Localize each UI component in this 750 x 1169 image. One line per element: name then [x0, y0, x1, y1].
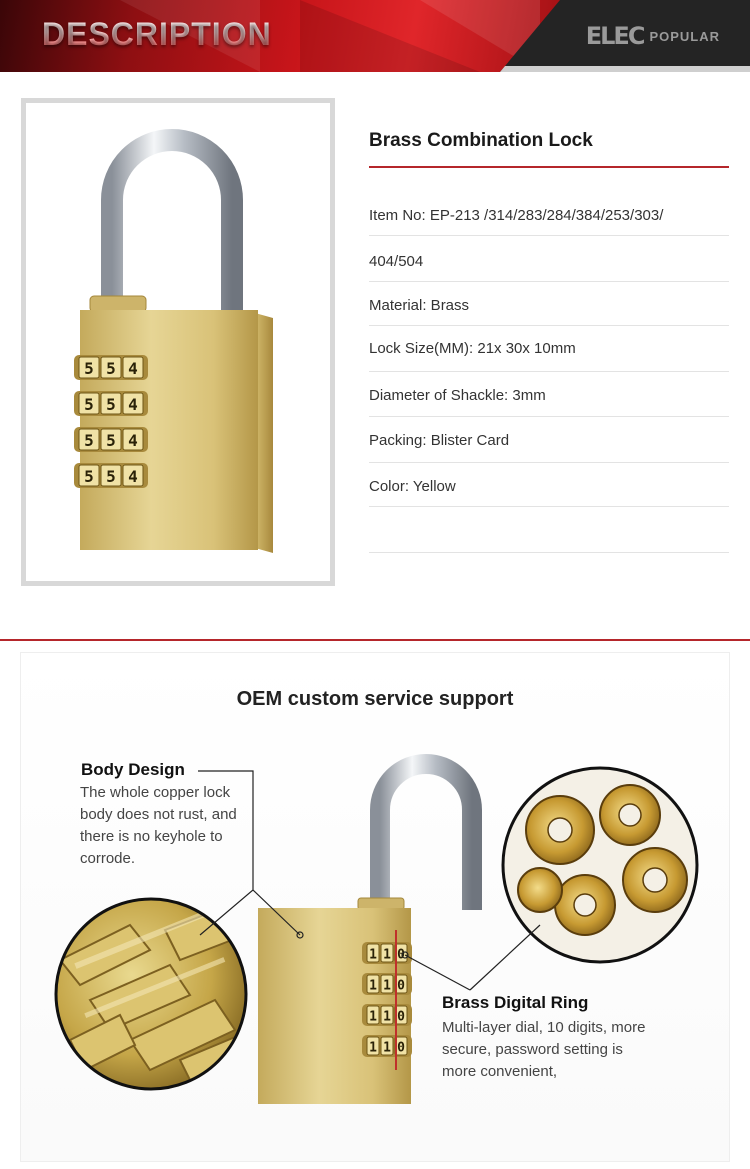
dial-digit: 1	[383, 1009, 391, 1025]
text-line: The whole copper lock	[80, 784, 231, 801]
dial-digit: 5	[84, 358, 94, 378]
dial-digit: 4	[128, 466, 138, 486]
dial-digit: 4	[128, 358, 138, 378]
dial-digit: 1	[369, 1040, 377, 1056]
product-title: Brass Combination Lock	[369, 130, 593, 151]
logo-text: POPULAR	[649, 28, 720, 44]
dial-digit: 1	[369, 978, 377, 994]
digital-ring-text	[442, 1017, 645, 1083]
dial-digit: 0	[397, 978, 405, 994]
dial-digit: 1	[369, 1009, 377, 1025]
text-line: secure, password setting is	[442, 1041, 623, 1058]
dial-digit: 1	[383, 947, 391, 963]
text-line: there is no keyhole to	[80, 828, 223, 845]
text-line: more convenient,	[442, 1063, 558, 1080]
spec-text: Item No: EP-213 /314/283/284/384/253/303/	[369, 207, 664, 224]
logo-mark: ELEC	[585, 22, 644, 50]
digital-ring-callout-2	[470, 925, 540, 990]
dial-digit: 1	[383, 978, 391, 994]
dial-digit: 0	[397, 1040, 405, 1056]
spec-text: Material: Brass	[369, 297, 470, 314]
text-line: Multi-layer dial, 10 digits, more	[442, 1019, 646, 1036]
dial-digit: 1	[383, 1040, 391, 1056]
dial-digit: 5	[106, 394, 116, 414]
body-design-title: Body Design	[81, 760, 185, 779]
dial-digit: 5	[84, 466, 94, 486]
text-line: corrode.	[80, 850, 136, 867]
dial-digit: 5	[106, 358, 116, 378]
dial-digit: 0	[397, 947, 405, 963]
digital-ring-callout	[405, 955, 470, 990]
dial-digit: 4	[128, 430, 138, 450]
dial-digit: 5	[84, 430, 94, 450]
dial-digit: 5	[106, 430, 116, 450]
dial-digit: 5	[106, 466, 116, 486]
text-line: body does not rust, and	[80, 806, 237, 823]
spec-text: Color: Yellow	[369, 478, 456, 495]
open-shackle	[380, 764, 472, 910]
dial-digit: 4	[128, 394, 138, 414]
dial-digit: 1	[369, 947, 377, 963]
banner-title: DESCRIPTION	[42, 16, 272, 52]
spec-text: 404/504	[369, 253, 424, 270]
dial-digit: 0	[397, 1009, 405, 1025]
dial-digit: 5	[84, 394, 94, 414]
body-design-text	[80, 782, 237, 870]
spec-text: Packing: Blister Card	[369, 432, 510, 449]
oem-title: OEM custom service support	[236, 688, 514, 710]
spec-text: Lock Size(MM): 21x 30x 10mm	[369, 340, 576, 357]
digital-ring-title: Brass Digital Ring	[442, 993, 589, 1012]
spec-text: Diameter of Shackle: 3mm	[369, 387, 546, 404]
